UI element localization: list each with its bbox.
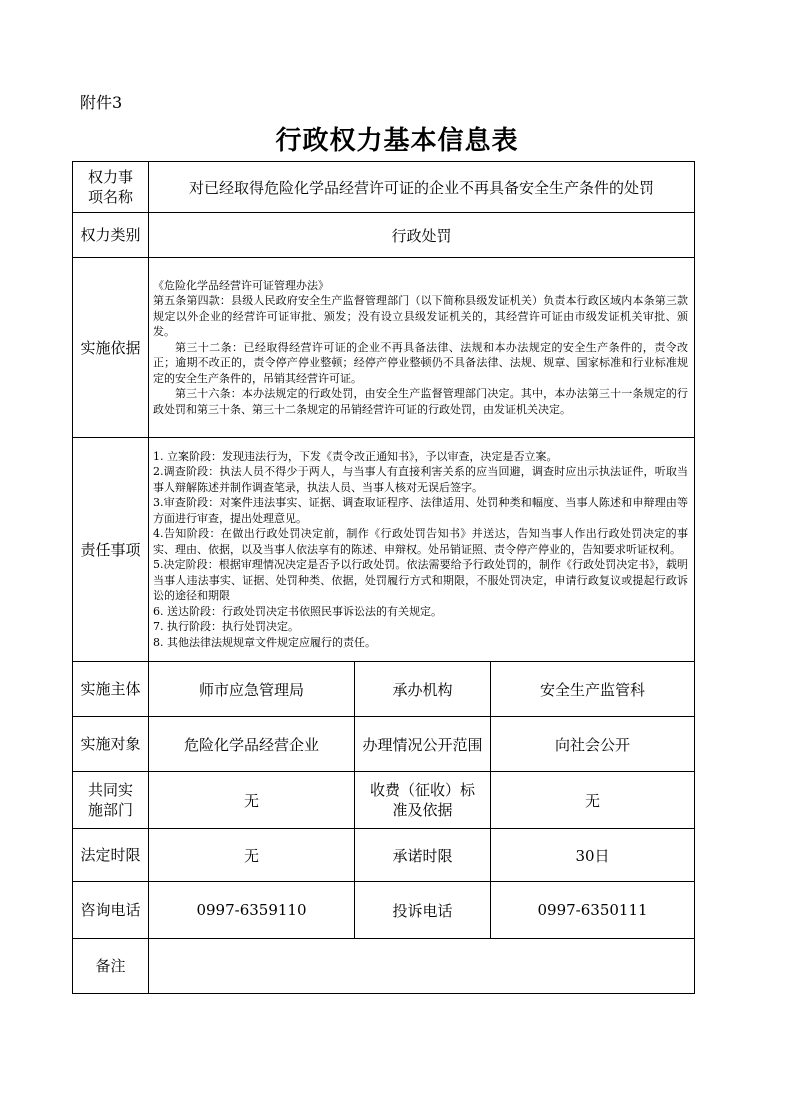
duty-item: 6. 送达阶段：行政处罚决定书依照民事诉讼法的有关规定。	[153, 604, 442, 618]
row-phone	[73, 882, 695, 939]
item-name-value: 对已经取得危险化学品经营许可证的企业不再具备安全生产条件的处罚	[149, 162, 695, 213]
consult-phone-value: 0997-6359110	[149, 882, 355, 939]
joint-value: 无	[149, 772, 355, 829]
fee-label: 收费（征收）标准及依据	[355, 772, 491, 829]
basis-paragraph: 《危险化学品经营许可证管理办法》	[153, 278, 329, 292]
target-value: 危险化学品经营企业	[149, 717, 355, 772]
complaint-phone-label: 投诉电话	[355, 882, 491, 939]
row-item-name	[73, 162, 695, 213]
duty-label: 责任事项	[73, 438, 149, 662]
duty-item: 4.告知阶段：在做出行政处罚决定前，制作《行政处罚告知书》并送达，告知当事人作出行政处罚决定的事实、理由、依据，以及当事人依法享有的陈述、申辩权。处吊销证照、责令停产停业的，告知要求听证权利。	[153, 527, 689, 556]
subject-value: 师市应急管理局	[149, 662, 355, 717]
basis-content	[149, 258, 695, 438]
disclosure-label: 办理情况公开范围	[355, 717, 491, 772]
item-name-label: 权力事项名称	[73, 162, 149, 213]
disclosure-value: 向社会公开	[491, 717, 695, 772]
attachment-label: 附件3	[80, 93, 123, 112]
joint-label: 共同实施部门	[73, 772, 149, 829]
row-target	[73, 717, 695, 772]
row-category	[73, 213, 695, 258]
basis-paragraph: 第三十六条：本办法规定的行政处罚，由安全生产监督管理部门决定。其中，本办法第三十一条规定的行政处罚和第三十条、第三十二条规定的吊销经营许可证的行政处罚，由发证机关决定。	[153, 387, 689, 416]
fee-value: 无	[491, 772, 695, 829]
basis-label: 实施依据	[73, 258, 149, 438]
duty-content	[149, 438, 695, 662]
complaint-phone-value: 0997-6350111	[491, 882, 695, 939]
target-label: 实施对象	[73, 717, 149, 772]
info-table	[72, 161, 695, 994]
duty-item: 1. 立案阶段：发现违法行为，下发《责令改正通知书》，予以审查，决定是否立案。	[153, 449, 558, 463]
page-title: 行政权力基本信息表	[275, 126, 519, 156]
category-value: 行政处罚	[149, 213, 695, 258]
time-limit-label: 法定时限	[73, 829, 149, 882]
remark-value	[149, 939, 695, 994]
agency-label: 承办机构	[355, 662, 491, 717]
duty-item: 2.调查阶段：执法人员不得少于两人，与当事人有直接利害关系的应当回避，调查时应出示执法证件，听取当事人辩解陈述并制作调查笔录，执法人员、当事人核对无误后签字。	[153, 465, 689, 494]
row-basis	[73, 258, 695, 438]
row-duty	[73, 438, 695, 662]
category-label: 权力类别	[73, 213, 149, 258]
remark-label: 备注	[73, 939, 149, 994]
basis-paragraph: 第三十二条：已经取得经营许可证的企业不再具备法律、法规和本办法规定的安全生产条件的，责令改正；逾期不改正的，责令停产停业整顿；经停产停业整顿仍不具备法律、法规、规章、国家标准和行业标准规定的安全生产条件的，吊销其经营许可证。	[153, 340, 689, 385]
duty-item: 8. 其他法律法规规章文件规定应履行的责任。	[153, 635, 376, 649]
row-remark	[73, 939, 695, 994]
duty-item: 3.审查阶段：对案件违法事实、证据、调查取证程序、法律适用、处罚种类和幅度、当事人陈述和申辩理由等方面进行审查，提出处理意见。	[153, 496, 689, 525]
basis-paragraph: 第五条第四款：县级人民政府安全生产监督管理部门（以下简称县级发证机关）负责本行政区域内本条第三款规定以外企业的经营许可证审批、颁发；没有设立县级发证机关的，其经营许可证由市级发证机关审批、颁发。	[153, 294, 689, 339]
promise-label: 承诺时限	[355, 829, 491, 882]
row-joint	[73, 772, 695, 829]
row-subject	[73, 662, 695, 717]
row-time-limit	[73, 829, 695, 882]
time-limit-value: 无	[149, 829, 355, 882]
duty-item: 7. 执行阶段：执行处罚决定。	[153, 620, 299, 634]
agency-value: 安全生产监管科	[491, 662, 695, 717]
consult-phone-label: 咨询电话	[73, 882, 149, 939]
subject-label: 实施主体	[73, 662, 149, 717]
duty-item: 5.决定阶段：根据审理情况决定是否予以行政处罚。依法需要给予行政处罚的，制作《行政处罚决定书》，载明当事人违法事实、证据、处罚种类、依据，处罚履行方式和期限，不服处罚决定，申请行政复议或提起行政诉讼的途径和期限	[153, 558, 689, 603]
promise-value: 30日	[491, 829, 695, 882]
